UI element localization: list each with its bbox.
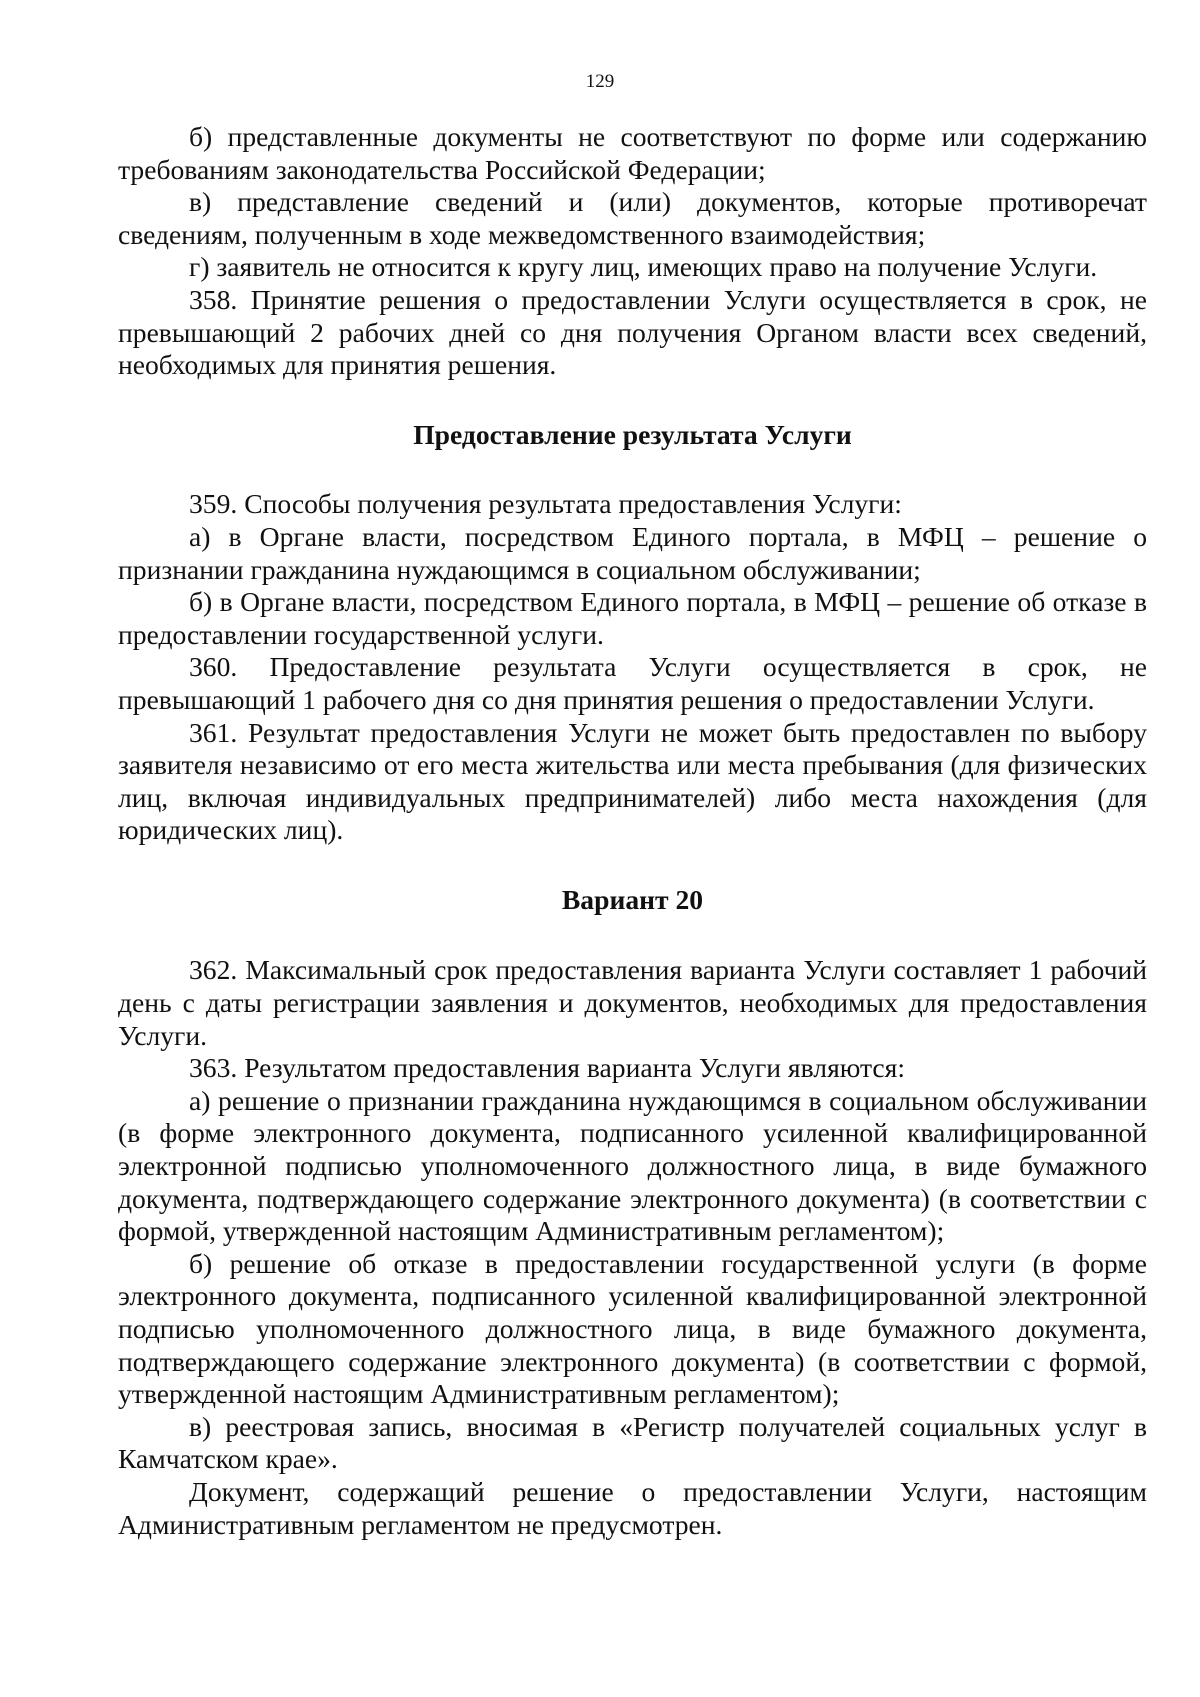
paragraph-refusal-reason-g: г) заявитель не относится к кругу лиц, имеющих право на получение Услуги. xyxy=(189,251,1098,283)
paragraph-359: 359. Способы получения результата предоставления Услуги: xyxy=(189,488,902,520)
page-number: 129 xyxy=(585,71,615,92)
section-heading-result: Предоставление результата Услуги xyxy=(413,418,852,450)
paragraph-363: 363. Результатом предоставления варианта Услуги являются: xyxy=(189,1052,906,1084)
paragraph-final-note: Документ, содержащий решение о предоставлении Услуги, настоящим Административным регламентом не предусмотрен. xyxy=(118,1475,1147,1540)
section-heading-variant-20: Вариант 20 xyxy=(561,883,704,915)
paragraph-363-v: в) реестровая запись, вносимая в «Регистр получателей социальных услуг в Камчатском крае». xyxy=(118,1410,1147,1475)
document-body xyxy=(118,121,1147,1541)
paragraph-360: 360. Предоставление результата Услуги осуществляется в срок, не превышающий 1 рабочего дня со дня принятия решения о предоставлении Услуги. xyxy=(118,651,1147,715)
paragraph-358: 358. Принятие решения о предоставлении Услуги осуществляется в срок, не превышающий 2 рабочих дней со дня получения Органом власти всех сведений, необходимых для принятия решения. xyxy=(118,283,1147,381)
paragraph-363-b: б) решение об отказе в предоставлении государственной услуги (в форме электронного документа, подписанного усиленной квалифицированной электронной подписью уполномоченного должностного лица, в виде бумажного документа, подтверждающего содержание электронного документа) (в соответствии с формой, утвержденной настоящим Административным регламентом); xyxy=(118,1247,1147,1410)
paragraph-refusal-reason-v: в) представление сведений и (или) документов, которые противоречат сведениям, полученным в ходе межведомственного взаимодействия; xyxy=(118,186,1147,250)
paragraph-359-a: а) в Органе власти, посредством Единого портала, в МФЦ – решение о признании гражданина нуждающимся в социальном обслуживании; xyxy=(118,520,1147,585)
paragraph-359-b: б) в Органе власти, посредством Единого портала, в МФЦ – решение об отказе в предоставлении государственной услуги. xyxy=(118,586,1147,650)
paragraph-362: 362. Максимальный срок предоставления варианта Услуги составляет 1 рабочий день с даты регистрации заявления и документов, необходимых для предоставления Услуги. xyxy=(118,954,1147,1051)
paragraph-refusal-reason-b: б) представленные документы не соответствуют по форме или содержанию требованиям законодательства Российской Федерации; xyxy=(118,121,1147,185)
paragraph-361: 361. Результат предоставления Услуги не может быть предоставлен по выбору заявителя независимо от его места жительства или места пребывания (для физических лиц, включая индивидуальных предпринимателей) либо места нахождения (для юридических лиц). xyxy=(118,716,1147,846)
paragraph-363-a: а) решение о признании гражданина нуждающимся в социальном обслуживании (в форме электронного документа, подписанного усиленной квалифицированной электронной подписью уполномоченного должностного лица, в виде бумажного документа, подтверждающего содержание электронного документа) (в соответствии с формой, утвержденной настоящим Административным регламентом); xyxy=(118,1084,1147,1247)
